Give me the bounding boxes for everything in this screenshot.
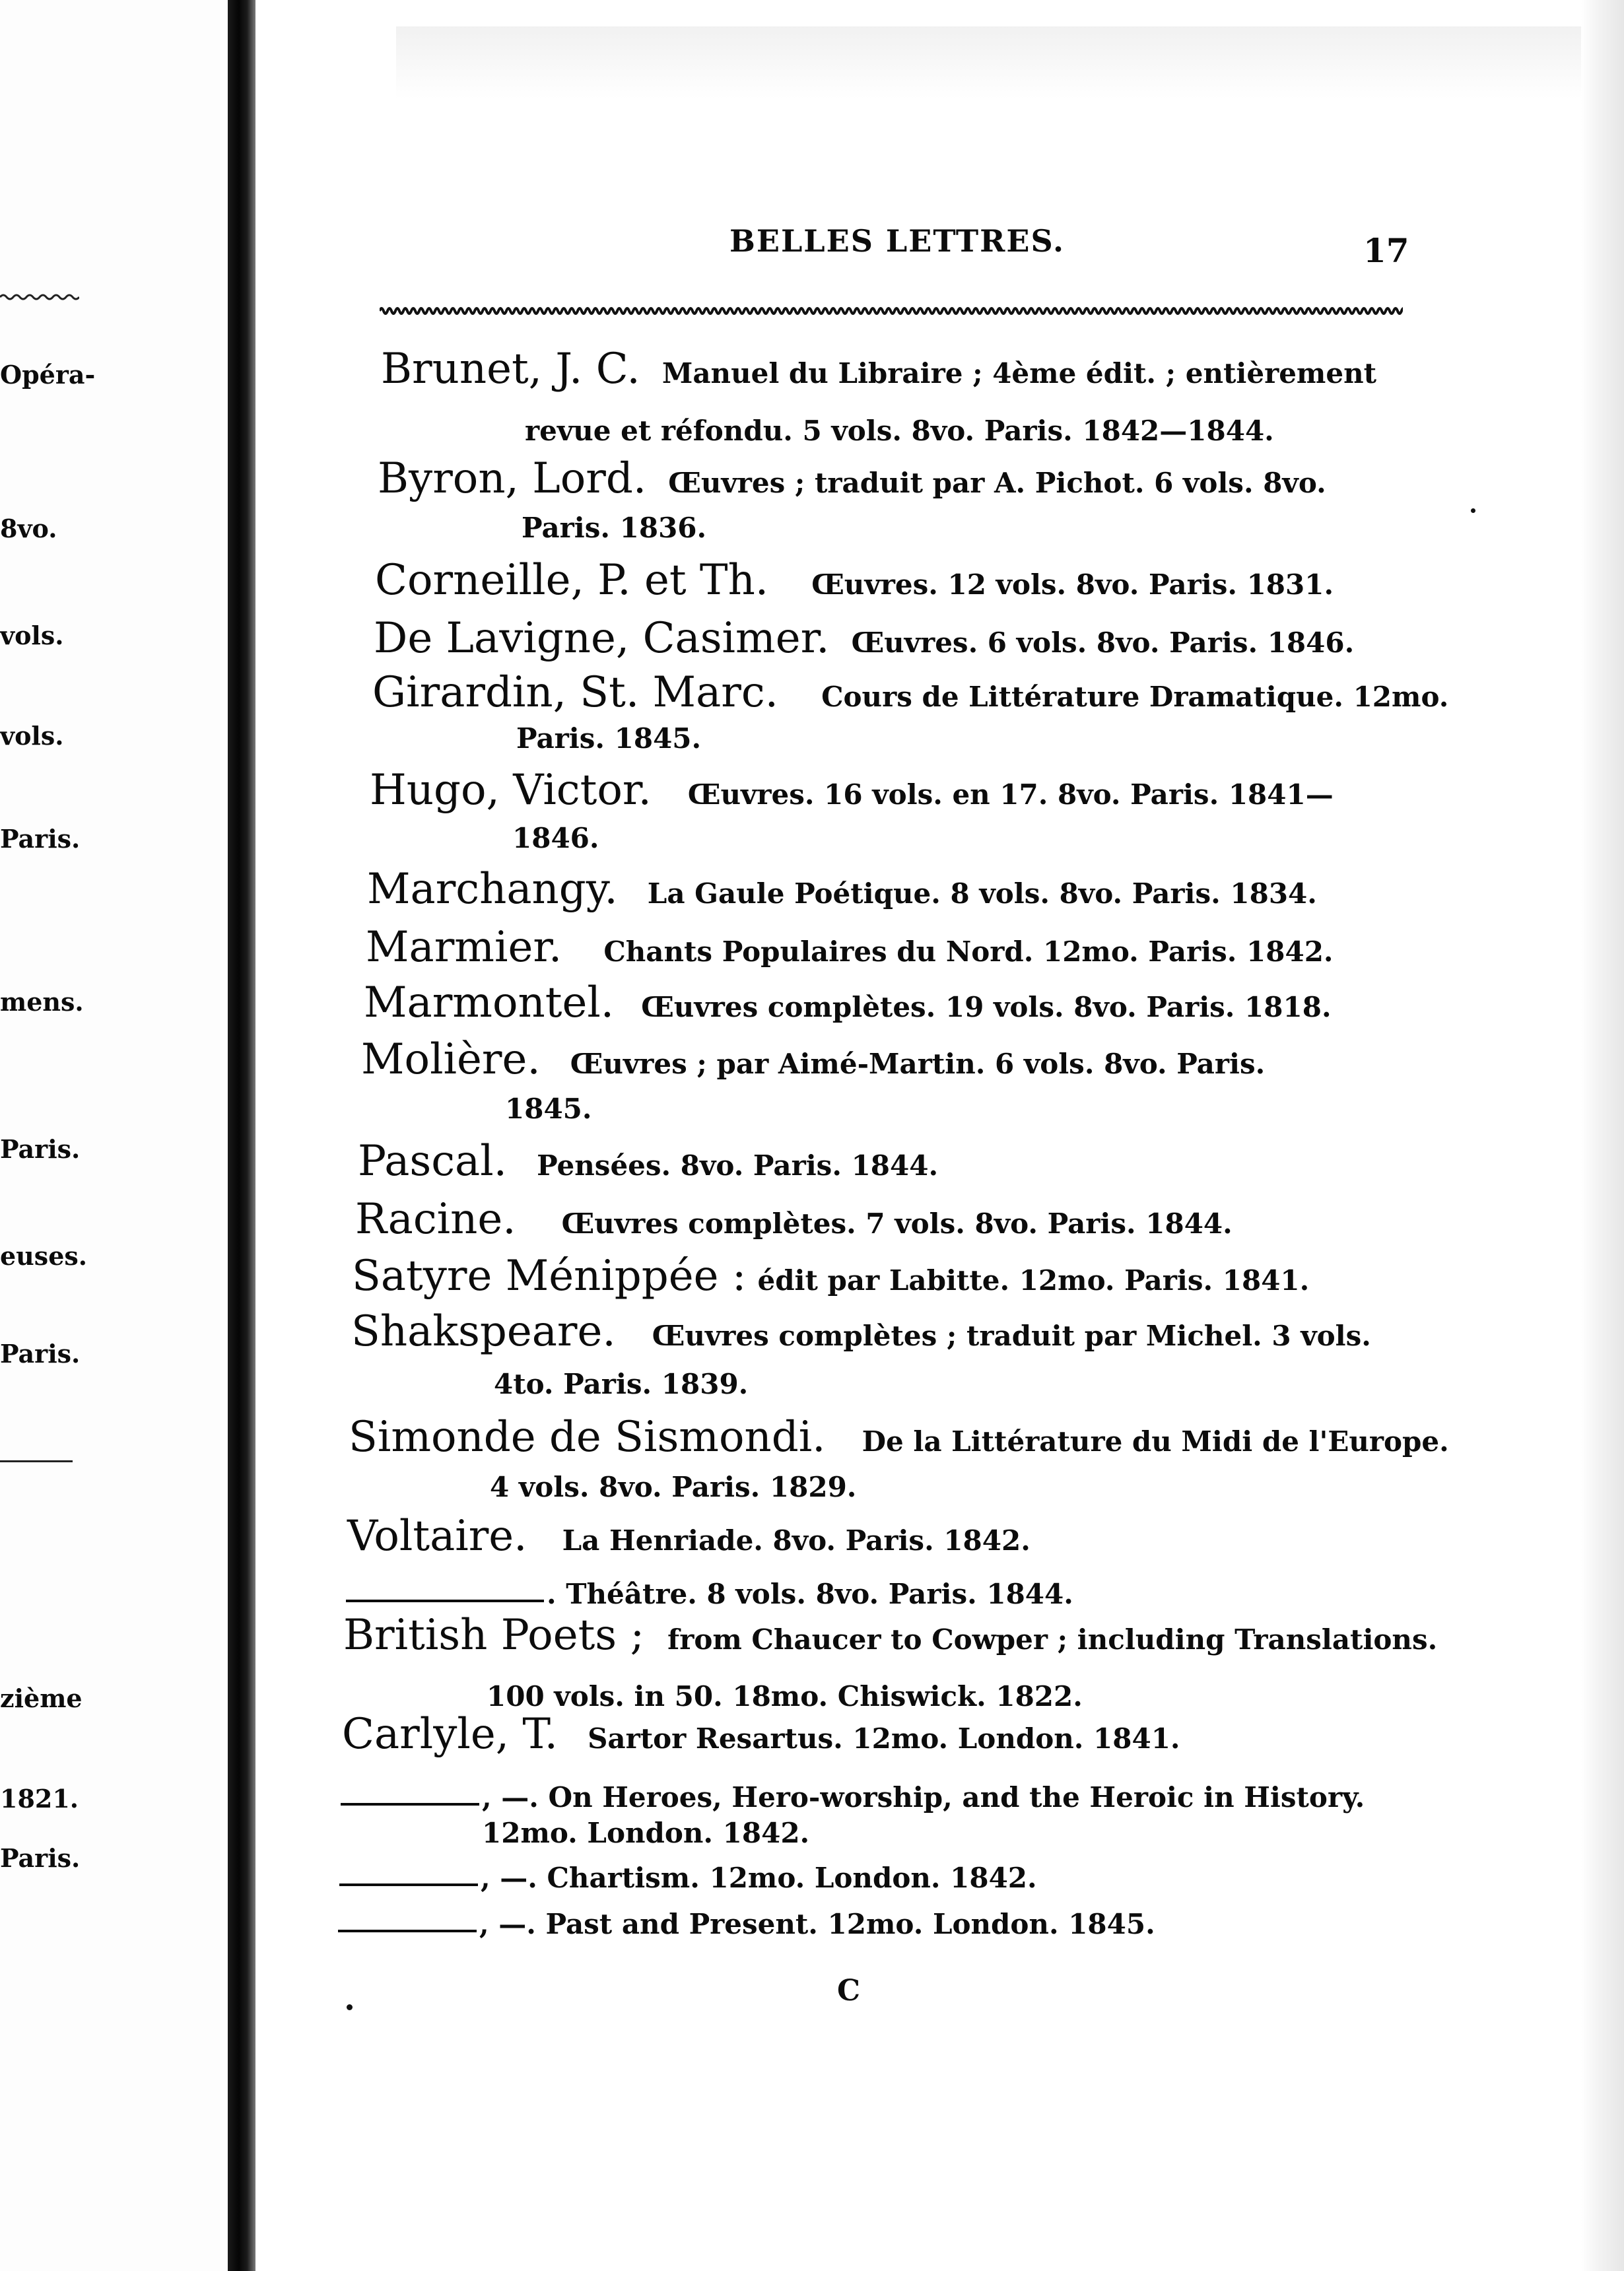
ditto-rule	[346, 1600, 544, 1602]
left-fragment: euses.	[0, 1241, 87, 1271]
entry-details: , —. On Heroes, Hero-worship, and the Heroic in History.	[482, 1781, 1365, 1813]
signature-mark: C	[837, 1974, 861, 2008]
entry-line	[372, 668, 1448, 717]
entry-line	[358, 1137, 938, 1186]
ditto-rule	[341, 1803, 479, 1806]
entry-line	[349, 1413, 1449, 1462]
entry-line	[364, 978, 1332, 1027]
entry-name: Corneille, P. et Th.	[375, 556, 769, 605]
entry-name: Racine.	[355, 1195, 516, 1244]
entry-details: édit par Labitte. 12mo. Paris. 1841.	[757, 1264, 1310, 1297]
entry-name: Marmontel.	[364, 978, 615, 1027]
entry-continuation: 12mo. London. 1842.	[482, 1817, 810, 1849]
entry-details: Œuvres ; par Aimé-Martin. 6 vols. 8vo. Paris.	[570, 1048, 1266, 1080]
entry-line	[339, 1862, 1037, 1894]
entry-details: Chants Populaires du Nord. 12mo. Paris. 1842.	[603, 935, 1334, 968]
left-fragment: 8vo.	[0, 514, 57, 543]
left-fragment: Paris.	[0, 1843, 81, 1873]
entry-details: Cours de Littérature Dramatique. 12mo.	[821, 681, 1449, 713]
entry-details: La Gaule Poétique. 8 vols. 8vo. Paris. 1834.	[647, 877, 1317, 910]
entry-continuation: 4 vols. 8vo. Paris. 1829.	[490, 1471, 857, 1503]
entry-name: Brunet, J. C.	[381, 345, 640, 393]
entry-details: from Chaucer to Cowper ; including Translations.	[667, 1623, 1438, 1656]
entry-line	[374, 614, 1354, 663]
running-header: BELLES LETTRES.	[729, 223, 1066, 259]
entry-name: Shakspeare.	[351, 1307, 616, 1356]
entry-details: De la Littérature du Midi de l'Europe.	[862, 1425, 1449, 1458]
entry-details: Œuvres complètes ; traduit par Michel. 3 vols.	[652, 1320, 1371, 1352]
entry-name: Byron, Lord.	[378, 454, 647, 503]
entry-details: , —. Chartism. 12mo. London. 1842.	[481, 1862, 1037, 1894]
entry-details: Sartor Resartus. 12mo. London. 1841.	[588, 1722, 1180, 1755]
entry-line	[342, 1710, 1180, 1759]
entry-continuation: 1846.	[512, 822, 599, 854]
entry-line	[352, 1252, 1309, 1301]
entry-name: Voltaire.	[347, 1512, 527, 1561]
entry-details: Œuvres. 12 vols. 8vo. Paris. 1831.	[811, 568, 1334, 601]
entry-continuation: 1845.	[505, 1093, 592, 1125]
entry-line	[367, 865, 1317, 914]
left-fragment: Paris.	[0, 1134, 81, 1164]
entry-line	[378, 454, 1326, 503]
entry-name: British Poets ;	[343, 1611, 645, 1660]
entry-details: . Théâtre. 8 vols. 8vo. Paris. 1844.	[547, 1578, 1073, 1610]
entry-continuation: 4to. Paris. 1839.	[494, 1368, 749, 1400]
entry-name: Simonde de Sismondi.	[349, 1413, 826, 1462]
entry-name: Carlyle, T.	[342, 1710, 558, 1759]
entry-line	[361, 1035, 1265, 1084]
entry-details: , —. Past and Present. 12mo. London. 1845.	[479, 1908, 1155, 1940]
entry-details: Œuvres. 6 vols. 8vo. Paris. 1846.	[851, 627, 1355, 659]
entry-details: Œuvres complètes. 7 vols. 8vo. Paris. 1844.	[561, 1207, 1233, 1240]
left-fragment: mens.	[0, 987, 84, 1017]
entry-details: Pensées. 8vo. Paris. 1844.	[537, 1149, 939, 1182]
entry-details: La Henriade. 8vo. Paris. 1842.	[562, 1524, 1031, 1557]
entry-name: Pascal.	[358, 1137, 507, 1186]
entry-continuation: 100 vols. in 50. 18mo. Chiswick. 1822.	[487, 1680, 1083, 1712]
entry-details: Œuvres. 16 vols. en 17. 8vo. Paris. 1841—	[687, 778, 1334, 811]
entry-name: Satyre Ménippée :	[352, 1252, 747, 1301]
entry-continuation: Paris. 1836.	[522, 512, 707, 544]
ditto-rule	[338, 1930, 477, 1932]
left-fragment: Opéra-	[0, 360, 96, 390]
entry-details: Manuel du Libraire ; 4ème édit. ; entièrement	[661, 357, 1377, 390]
entry-line	[347, 1512, 1031, 1561]
entry-line	[343, 1611, 1437, 1660]
entry-continuation: revue et réfondu. 5 vols. 8vo. Paris. 1842—1844.	[525, 415, 1274, 447]
entry-line	[375, 556, 1334, 605]
entry-line	[351, 1307, 1371, 1356]
ditto-rule	[339, 1883, 478, 1886]
left-fragment: 1821.	[0, 1784, 79, 1813]
page-number: 17	[1363, 231, 1409, 270]
entry-name: Marmier.	[366, 923, 562, 972]
ink-speck	[1471, 508, 1475, 513]
entry-name: Molière.	[361, 1035, 541, 1084]
entry-name: De Lavigne, Casimer.	[374, 614, 830, 663]
entry-line	[381, 345, 1376, 393]
entry-line	[346, 1578, 1073, 1610]
entry-line	[338, 1908, 1155, 1940]
entry-line	[355, 1195, 1233, 1244]
entry-name: Girardin, St. Marc.	[372, 668, 778, 717]
left-fragment: zième	[0, 1683, 83, 1713]
entry-name: Marchangy.	[367, 865, 618, 914]
left-fragment: Paris.	[0, 1339, 81, 1369]
entry-line	[366, 923, 1334, 972]
entry-continuation: Paris. 1845.	[516, 722, 702, 755]
left-fragment: vols.	[0, 621, 64, 650]
entry-details: Œuvres ; traduit par A. Pichot. 6 vols. 8vo.	[668, 467, 1326, 499]
left-fragment: vols.	[0, 721, 64, 751]
entry-details: Œuvres complètes. 19 vols. 8vo. Paris. 1818.	[641, 991, 1332, 1023]
entry-name: Hugo, Victor.	[370, 766, 652, 815]
left-fragment: Paris.	[0, 824, 81, 854]
entry-line	[370, 766, 1334, 815]
entry-line	[341, 1781, 1365, 1813]
ink-speck	[347, 2004, 353, 2010]
